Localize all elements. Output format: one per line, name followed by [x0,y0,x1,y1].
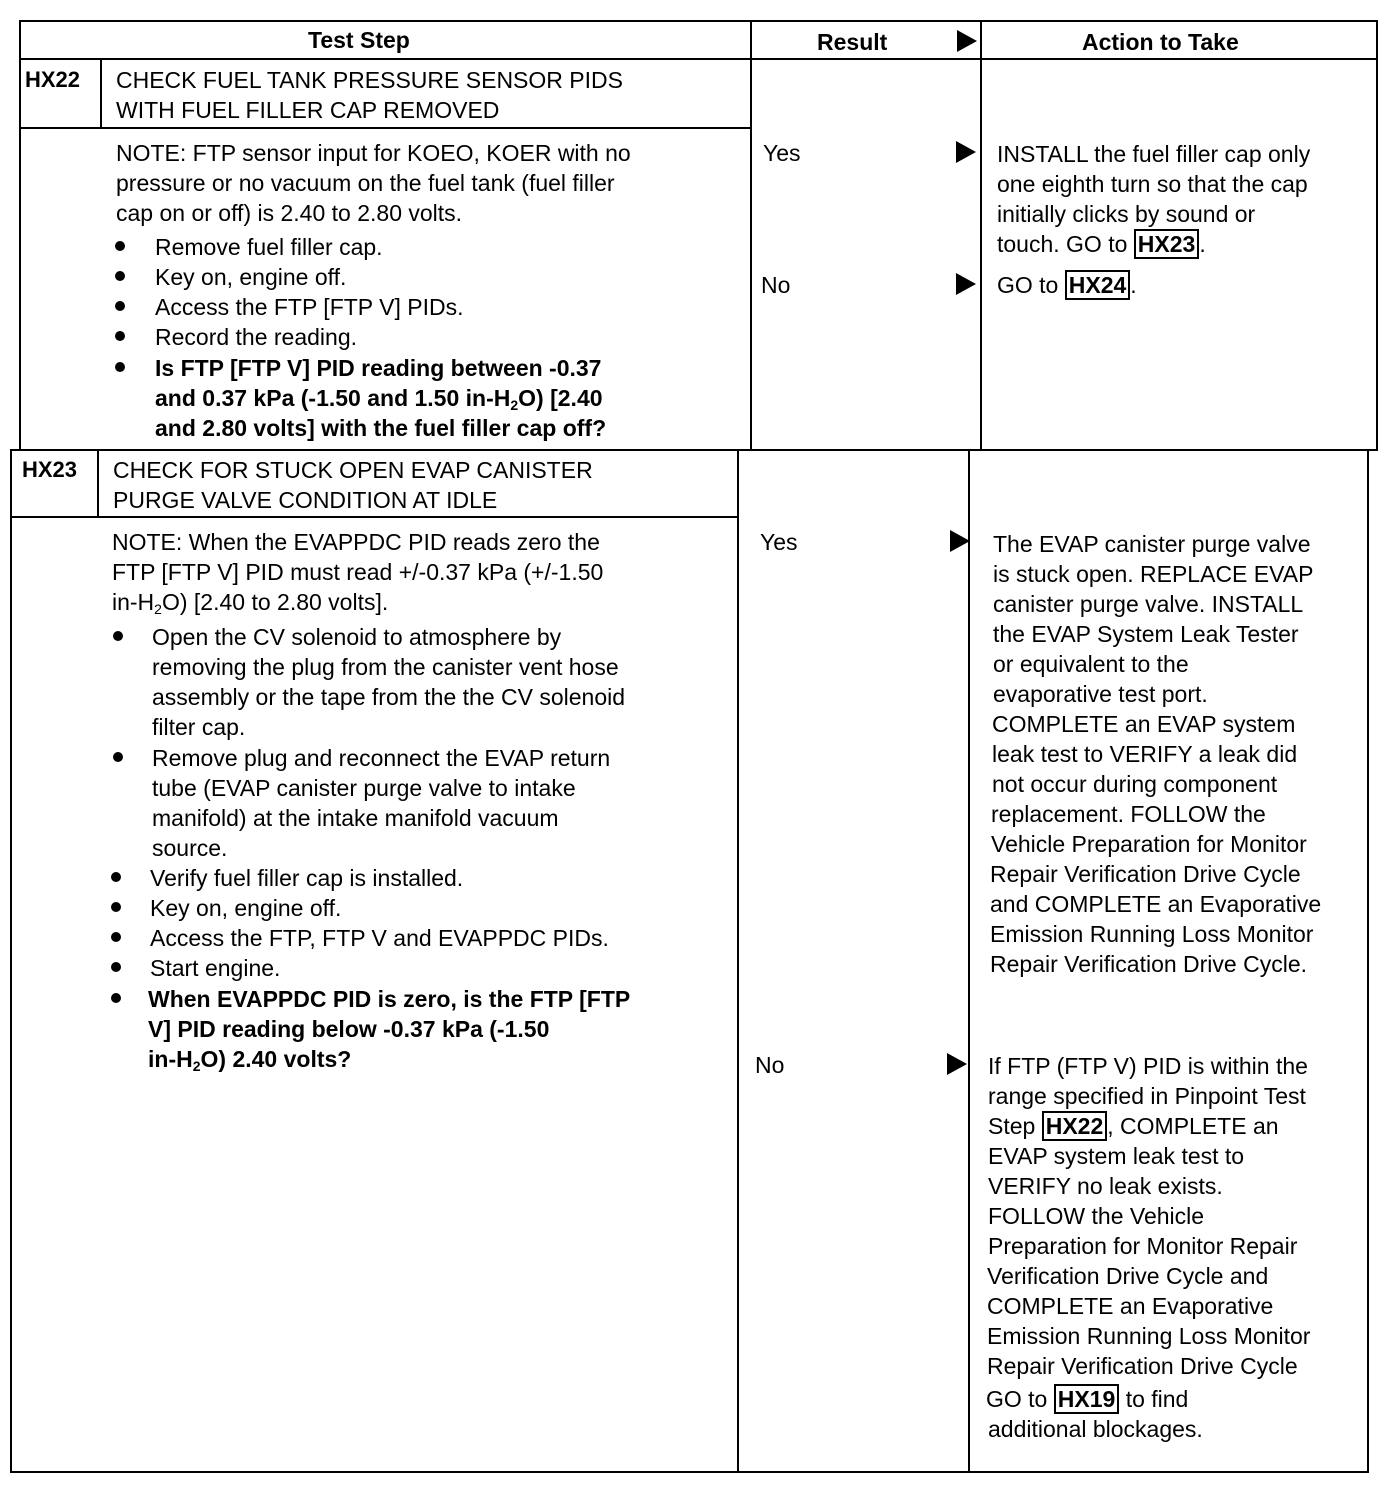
hx23-yes-action-line: and COMPLETE an Evaporative [990,891,1322,917]
hx23-step-id: HX23 [22,457,78,482]
hx23-bullet-2-line-1: Remove plug and reconnect the EVAP return [152,745,611,771]
hx23-yes-action-line: is stuck open. REPLACE EVAP [993,561,1314,587]
bullet-icon [111,902,121,912]
bullet-icon [113,752,123,762]
col-divider-result [750,20,752,450]
step-ref-hx24[interactable]: HX24 [1065,270,1131,300]
hx22-bullet-4: Record the reading. [155,324,358,350]
bullet-icon [115,331,125,341]
hx23-bullet-1-line-4: filter cap. [152,714,246,740]
hx23-bullet-2-line-4: source. [152,835,228,861]
hx22-step-id: HX22 [25,67,81,92]
hx23-no-action-line-3: Step HX22 , COMPLETE an [988,1113,1279,1139]
hx23-yes-action-line: leak test to VERIFY a leak did [992,741,1298,767]
hx23-no-action-line-13: additional blockages. [988,1416,1203,1442]
bullet-icon [111,962,121,972]
hx22-bullet-3: Access the FTP [FTP V] PIDs. [155,294,464,320]
hx23-no-action-line: Verification Drive Cycle and [987,1263,1269,1289]
hx23-note-line-2: FTP [FTP V] PID must read +/-0.37 kPa (+/-1.50 [112,559,604,585]
hx23-no-action-line: FOLLOW the Vehicle [988,1203,1205,1229]
hx23-yes-action-line: canister purge valve. INSTALL [993,591,1304,617]
hx22-yes-action-line-2: one eighth turn so that the cap [997,171,1308,197]
hx23-no-action-line-1: If FTP (FTP V) PID is within the [988,1053,1308,1079]
bullet-icon [111,932,121,942]
hx23-result-yes: Yes [760,529,798,555]
hx23-yes-action-line: COMPLETE an EVAP system [992,711,1296,737]
hx23-no-action-line: Emission Running Loss Monitor [987,1323,1311,1349]
hx23-no-action-line: COMPLETE an Evaporative [987,1293,1274,1319]
hx23-bullet-4: Key on, engine off. [150,895,342,921]
bullet-icon [115,301,125,311]
hx22-title-line-1: CHECK FUEL TANK PRESSURE SENSOR PIDS [116,67,623,93]
hx23-yes-action-line: replacement. FOLLOW the [991,801,1266,827]
bullet-icon [111,872,121,882]
hx23-question-line-3: $in-H_2O$) 2.40 volts? [148,1046,352,1074]
hx22-note-line-2: pressure or no vacuum on the fuel tank (fuel filler [116,170,615,196]
hx23-no-action-line: VERIFY no leak exists. [988,1173,1223,1199]
hx23-yes-action-line: Vehicle Preparation for Monitor [991,831,1307,857]
hx22-yes-action-line-3: initially clicks by sound or [997,201,1256,227]
row-divider [10,449,1378,451]
hx23-no-action-line: Preparation for Monitor Repair [988,1233,1298,1259]
table-border-top [20,20,1378,22]
hx23-yes-action-line: the EVAP System Leak Tester [993,621,1299,647]
step-ref-hx19[interactable]: HX19 [1054,1384,1120,1414]
hx23-note-line-1: NOTE: When the EVAPPDC PID reads zero the [112,529,600,555]
hx23-question-line-2: V] PID reading below -0.37 kPa (-1.50 [148,1016,550,1042]
hx23-yes-action-line: evaporative test port. [993,681,1208,707]
header-divider [20,58,1378,60]
hx23-bullet-3: Verify fuel filler cap is installed. [150,865,464,891]
hx22-note-line-1: NOTE: FTP sensor input for KOEO, KOER with no [116,140,631,166]
step-ref-hx23[interactable]: HX23 [1134,229,1200,259]
hx23-yes-action-line: Repair Verification Drive Cycle. [990,951,1308,977]
table-border-bottom [10,1471,1368,1473]
hx22-yes-action-line-4: touch. GO to HX23 . [997,231,1206,257]
hx23-yes-action-line: The EVAP canister purge valve [993,531,1311,557]
hx23-bullet-5: Access the FTP, FTP V and EVAPPDC PIDs. [150,925,609,951]
header-test-step: Test Step [308,27,410,53]
hx22-result-yes: Yes [763,140,801,166]
bullet-icon [111,993,121,1003]
header-result: Result [817,29,888,55]
hx22-no-action: GO to HX24 . [997,272,1137,298]
hx23-id-divider [97,450,99,517]
header-arrow-icon [957,30,977,52]
header-action: Action to Take [1082,29,1239,55]
hx23-title-divider [10,516,738,518]
step-ref-hx22[interactable]: HX22 [1042,1111,1108,1141]
hx23-title-line-2: PURGE VALVE CONDITION AT IDLE [113,487,498,513]
hx22-title-divider [20,127,751,129]
hx23-bullet-1-line-3: assembly or the tape from the the CV solenoid [152,684,626,710]
hx23-no-action-line: Repair Verification Drive Cycle [987,1353,1298,1379]
hx23-question-line-1: When EVAPPDC PID is zero, is the FTP [FTP [148,986,631,1012]
hx22-question-line-2: and 0.37 kPa (-1.50 and 1.50 $in-H_2O$) [2.40 [155,385,603,413]
hx23-result-no: No [755,1052,785,1078]
hx22-bullet-1: Remove fuel filler cap. [155,234,383,260]
col-divider-result-lower [737,450,739,1473]
arrow-right-icon [947,1053,967,1075]
hx23-note-line-3: $in-H_2O$) [2.40 to 2.80 volts]. [112,589,389,617]
table-border-left [19,20,21,450]
table-border-left-lower [10,450,12,1473]
hx22-title-line-2: WITH FUEL FILLER CAP REMOVED [116,97,500,123]
hx23-yes-action-line: not occur during component [992,771,1278,797]
hx22-question-line-1: Is FTP [FTP V] PID reading between -0.37 [155,355,602,381]
col-divider-action-lower [968,450,970,1473]
hx23-title-line-1: CHECK FOR STUCK OPEN EVAP CANISTER [113,457,593,483]
hx23-bullet-1-line-2: removing the plug from the canister vent hose [152,654,619,680]
hx22-question-line-3: and 2.80 volts] with the fuel filler cap off? [155,415,607,441]
hx22-yes-action-line-1: INSTALL the fuel filler cap only [997,141,1311,167]
hx22-note-line-3: cap on or off) is 2.40 to 2.80 volts. [116,200,463,226]
bullet-icon [115,241,125,251]
hx23-bullet-6: Start engine. [150,955,281,981]
col-divider-action [980,20,982,450]
arrow-right-icon [950,530,970,552]
hx23-no-action-line-2: range specified in Pinpoint Test [988,1083,1306,1109]
hx22-bullet-2: Key on, engine off. [155,264,347,290]
table-border-right [1376,20,1378,450]
hx23-bullet-1-line-1: Open the CV solenoid to atmosphere by [152,624,562,650]
arrow-right-icon [956,273,976,295]
hx23-yes-action-line: or equivalent to the [993,651,1189,677]
hx23-bullet-2-line-2: tube (EVAP canister purge valve to intake [152,775,576,801]
bullet-icon [115,271,125,281]
hx22-id-divider [100,58,102,128]
bullet-icon [113,631,123,641]
hx23-yes-action-line: Repair Verification Drive Cycle [990,861,1301,887]
hx23-no-action-line: EVAP system leak test to [988,1143,1245,1169]
arrow-right-icon [956,141,976,163]
hx23-no-action-line-12: GO to HX19 to find [986,1386,1189,1412]
bullet-icon [115,362,125,372]
hx22-result-no: No [761,272,791,298]
hx23-bullet-2-line-3: manifold) at the intake manifold vacuum [152,805,559,831]
table-border-right-lower [1367,450,1369,1473]
hx23-yes-action-line: Emission Running Loss Monitor [990,921,1314,947]
